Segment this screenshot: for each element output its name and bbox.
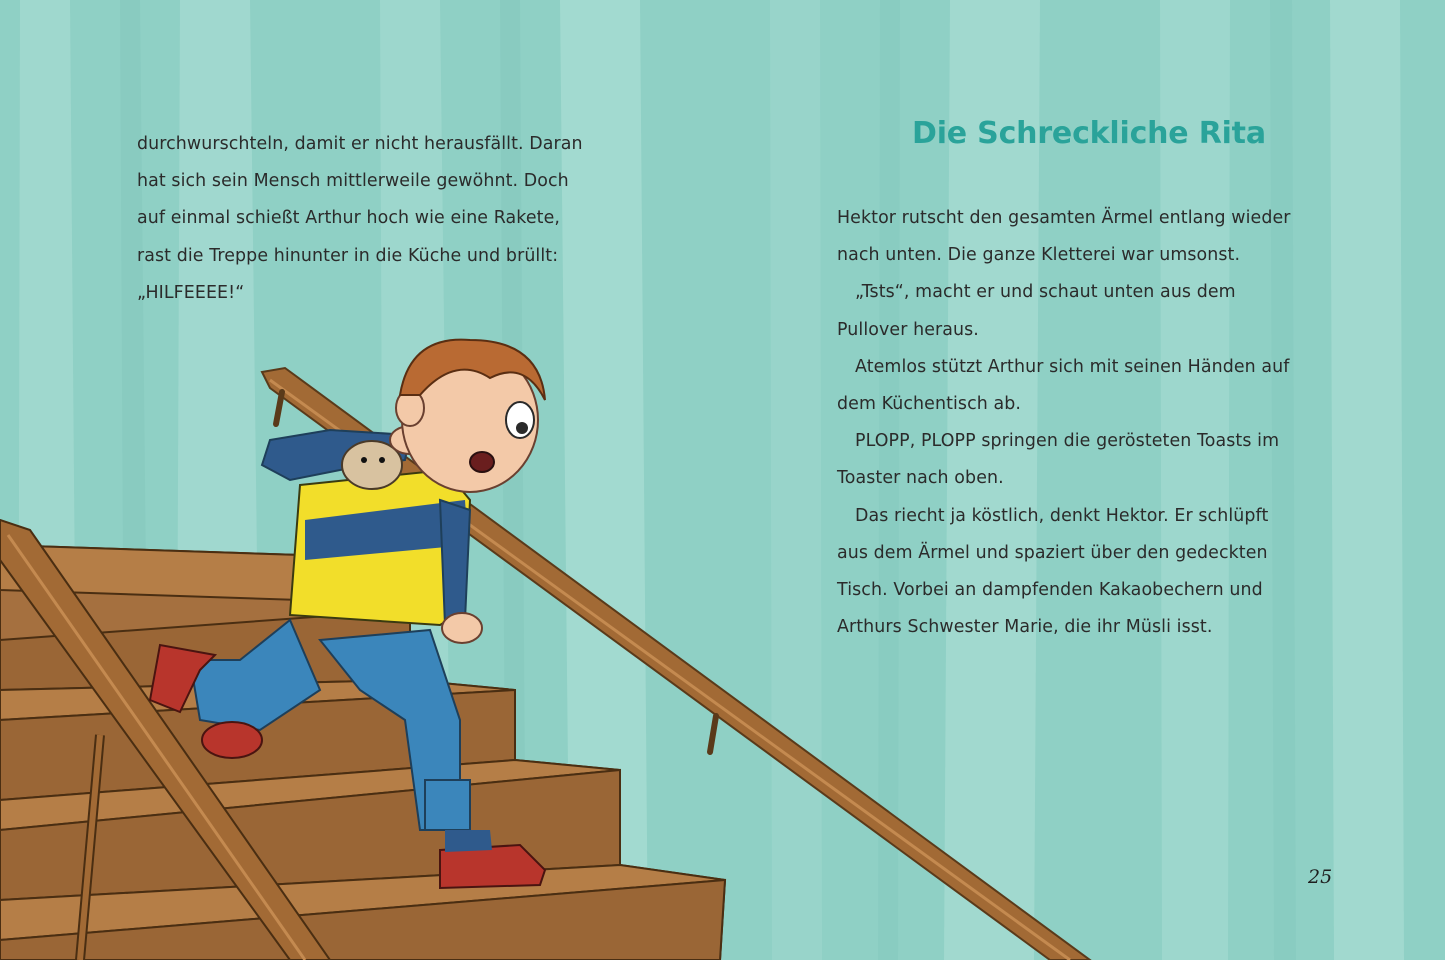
- text-line: rast die Treppe hinunter in die Küche und brüllt:: [137, 245, 559, 266]
- text-line: Toaster nach oben.: [837, 468, 1004, 489]
- text-line: dem Küchentisch ab.: [837, 394, 1022, 415]
- text-line: Atemlos stützt Arthur sich mit seinen Händen auf: [855, 356, 1290, 377]
- left-page-text: [137, 126, 583, 312]
- right-page-text: [837, 200, 1291, 646]
- text-line: Arthurs Schwester Marie, die ihr Müsli isst.: [837, 617, 1213, 638]
- chapter-title: Die Schreckliche Rita: [912, 116, 1266, 151]
- text-line: „HILFEEEE!“: [137, 282, 245, 303]
- text-line: Das riecht ja köstlich, denkt Hektor. Er schlüpft: [855, 505, 1269, 526]
- text-line: durchwurschteln, damit er nicht herausfällt. Daran: [137, 134, 583, 154]
- text-line: „Tsts“, macht er und schaut unten aus dem: [855, 282, 1236, 303]
- text-line: nach unten. Die ganze Kletterei war umsonst.: [837, 245, 1241, 266]
- text-line: Pullover heraus.: [837, 319, 979, 340]
- text-line: PLOPP, PLOPP springen die gerösteten Toasts im: [855, 431, 1280, 452]
- text-line: Tisch. Vorbei an dampfenden Kakaobechern und: [837, 580, 1263, 601]
- text-line: auf einmal schießt Arthur hoch wie eine Rakete,: [137, 208, 560, 229]
- text-line: aus dem Ärmel und spaziert über den gedeckten: [837, 542, 1268, 563]
- text-line: Hektor rutscht den gesamten Ärmel entlang wieder: [837, 208, 1291, 228]
- text-line: hat sich sein Mensch mittlerweile gewöhnt. Doch: [137, 171, 569, 192]
- page-number: 25: [1308, 866, 1333, 888]
